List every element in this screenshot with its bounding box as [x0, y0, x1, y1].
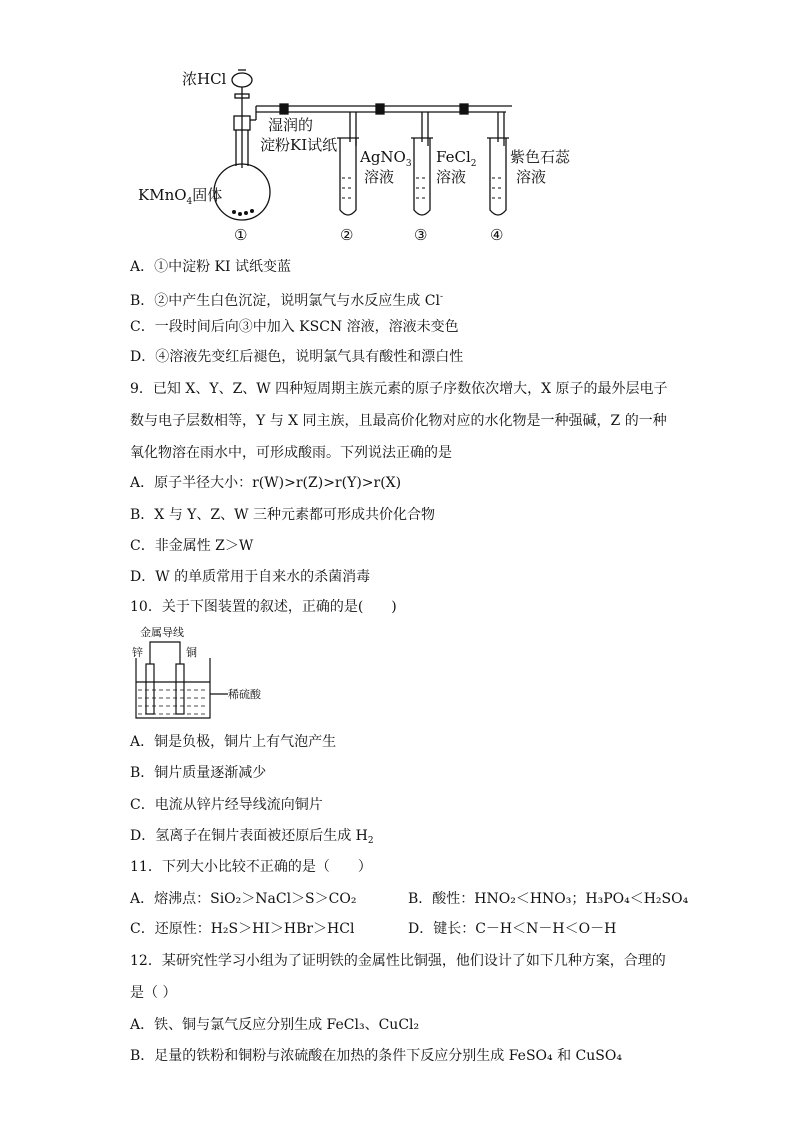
galvanic-cell-figure	[132, 624, 282, 722]
q9-option-c: C．非金属性 Z＞W	[130, 538, 254, 554]
tube2-number: ②	[340, 226, 354, 244]
q8-option-c: C．一段时间后向③中加入 KSCN 溶液，溶液未变色	[130, 319, 459, 335]
copper-label: 铜	[186, 646, 197, 659]
acid-solution-label: 稀硫酸	[228, 688, 261, 701]
acid-label: 浓HCl	[182, 70, 227, 88]
agno3-label-line2: 溶液	[364, 168, 395, 186]
q12-option-b: B．足量的铁粉和铜粉与浓硫酸在加热的条件下反应分别生成 FeSO₄ 和 CuSO₄	[130, 1048, 622, 1064]
tube4-number: ④	[490, 226, 504, 244]
chlorine-apparatus-figure	[130, 58, 590, 248]
q9-stem-line1: 9．已知 X、Y、Z、W 四种短周期主族元素的原子序数依次增大，X 原子的最外层电子	[130, 381, 668, 397]
agno3-label: AgNO$_3$	[360, 148, 412, 169]
q10-option-d: D．氢离子在铜片表面被还原后生成 $H_2$	[130, 828, 374, 846]
q11-option-d: D．键长：C－H＜N－H＜O－H	[408, 921, 617, 937]
zinc-label: 锌	[132, 646, 143, 659]
q8-option-b: B．②中产生白色沉淀，说明氯气与水反应生成 Cl-	[130, 292, 443, 309]
q9-stem-line3: 氧化物溶在雨水中，可形成酸雨。下列说法正确的是	[130, 445, 452, 461]
q9-stem-line2: 数与电子层数相等，Y 与 X 同主族，且最高价化物对应的水化物是一种强碱，Z 的一种	[130, 413, 667, 429]
paper-label-1: 湿润的	[268, 116, 314, 134]
q9-option-d: D．W 的单质常用于自来水的杀菌消毒	[130, 569, 371, 585]
q11-option-b: B．酸性：HNO₂＜HNO₃；H₃PO₄＜H₂SO₄	[408, 891, 689, 907]
flask-number: ①	[234, 226, 248, 244]
fecl-label: FeCl$_2$	[436, 148, 477, 169]
q12-option-a: A．铁、铜与氯气反应分别生成 FeCl₃、CuCl₂	[130, 1017, 420, 1033]
q9-option-b: B．X 与 Y、Z、W 三种元素都可形成共价化合物	[130, 507, 435, 523]
tube3-number: ③	[414, 226, 428, 244]
q11-option-a: A．熔沸点：SiO₂＞NaCl＞S＞CO₂	[130, 891, 357, 907]
q12-stem-line1: 12．某研究性学习小组为了证明铁的金属性比铜强，他们设计了如下几种方案，合理的	[130, 953, 666, 969]
fecl-label-line2: 溶液	[436, 168, 467, 186]
q10-option-a: A．铜是负极，铜片上有气泡产生	[130, 734, 337, 750]
litmus-label-2: 溶液	[516, 168, 547, 186]
wire-label: 金属导线	[140, 626, 184, 639]
q11-option-c: C．还原性：H₂S＞HI＞HBr＞HCl	[130, 921, 355, 937]
q10-option-c: C．电流从锌片经导线流向铜片	[130, 797, 323, 813]
q8-option-d: D．④溶液先变红后褪色，说明氯气具有酸性和漂白性	[130, 349, 464, 365]
solid-label: KMnO$_4$固体	[138, 186, 223, 207]
q10-option-b: B．铜片质量逐渐减少	[130, 765, 267, 781]
paper-label-2: 淀粉KI试纸	[260, 136, 338, 154]
q11-stem: 11．下列大小比较不正确的是（ ）	[130, 859, 372, 875]
q8-option-a: A．①中淀粉 KI 试纸变蓝	[130, 259, 291, 275]
litmus-label-1: 紫色石蕊	[510, 148, 571, 166]
q12-stem-line2: 是（ ）	[130, 985, 177, 1001]
q10-stem: 10．关于下图装置的叙述，正确的是( )	[130, 599, 397, 615]
q9-option-a: A．原子半径大小：r(W)>r(Z)>r(Y)>r(X)	[130, 475, 402, 491]
